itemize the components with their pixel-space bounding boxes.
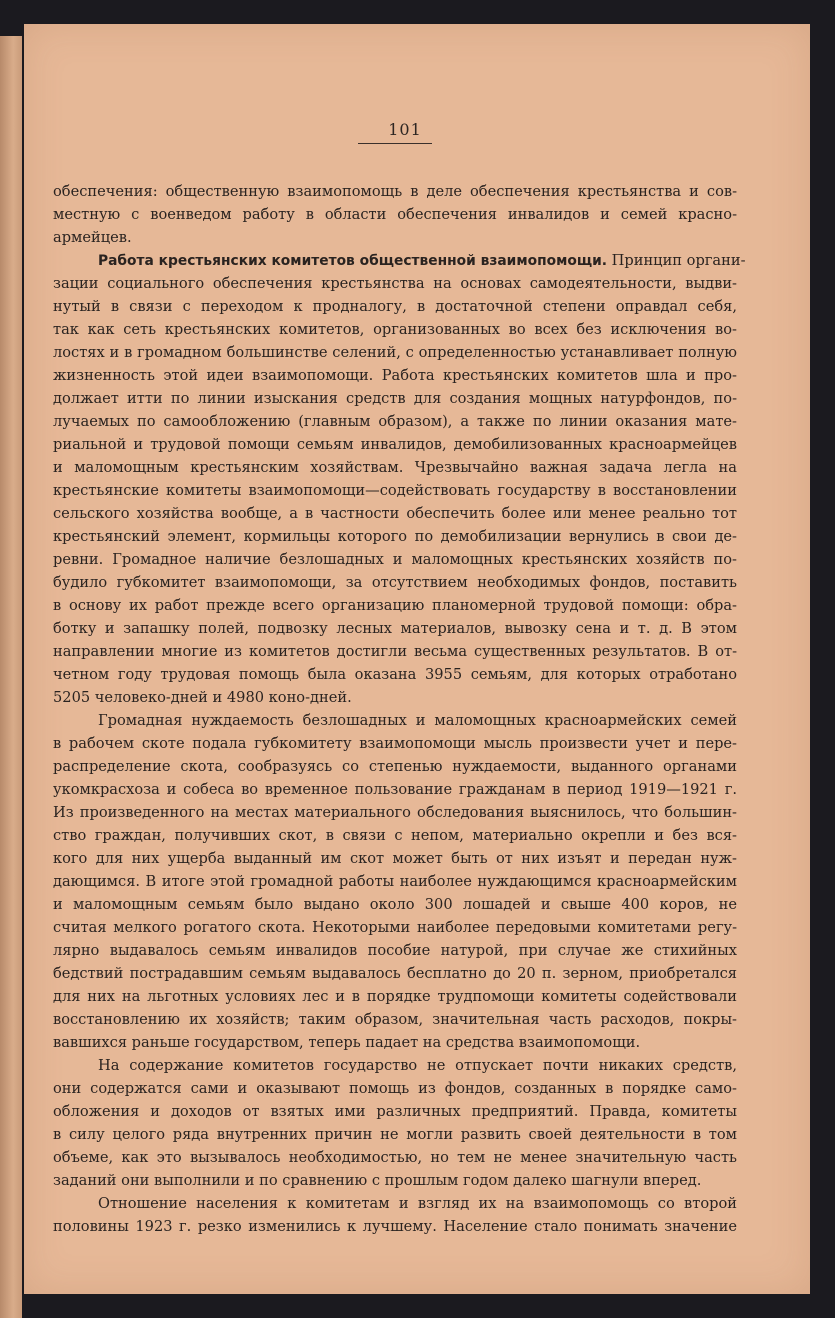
text-line: в рабочем скоте подала губкомитету взаимопомощи мысль произвести учет и пере- — [53, 735, 737, 752]
paragraph-heading-line — [53, 249, 746, 272]
text-line: укомкрасхоза и собеса во временное пользование гражданам в период 1919—1921 г. — [53, 781, 737, 798]
document-page — [24, 24, 810, 1294]
text-line: считая мелкого рогатого скота. Некоторыми наиболее передовыми комитетами регу- — [53, 919, 737, 936]
section-heading: Работа крестьянских комитетов общественной взаимопомощи. — [98, 253, 608, 269]
text-line: жизненность этой идеи взаимопомощи. Работа крестьянских комитетов шла и про- — [53, 367, 737, 384]
text-line: лучаемых по самообложению (главным образом), а также по линии оказания мате- — [53, 413, 737, 430]
text-line: половины 1923 г. резко изменились к лучшему. Население стало понимать значение — [53, 1218, 737, 1235]
text-line: распределение скота, сообразуясь со степенью нуждаемости, выданного органами — [53, 758, 737, 775]
text-line: армейцев. — [53, 229, 132, 246]
text-line: ство граждан, получивших скот, в связи с непом, материально окрепли и без вся- — [53, 827, 737, 844]
text-line: ботку и запашку полей, подвозку лесных материалов, вывозку сена и т. д. В этом — [53, 620, 737, 637]
text-line: для них на льготных условиях лес и в порядке трудпомощи комитеты содействовали — [53, 988, 737, 1005]
text-line: вавшихся раньше государством, теперь падает на средства взаимопомощи. — [53, 1034, 641, 1051]
text-line: На содержание комитетов государство не отпускает почти никаких средств, — [98, 1057, 737, 1074]
text-line: нутый в связи с переходом к продналогу, в достаточной степени оправдал себя, — [53, 298, 737, 315]
text-line: восстановлению их хозяйств; таким образом, значительная часть расходов, покры- — [53, 1011, 737, 1028]
text-line: так как сеть крестьянских комитетов, организованных во всех без исключения во- — [53, 321, 737, 338]
text-line: крестьянский элемент, кормильцы которого по демобилизации вернулись в свои де- — [53, 528, 737, 545]
text-line: зации социального обеспечения крестьянства на основах самодеятельности, выдви- — [53, 275, 737, 292]
text-line: и маломощным крестьянским хозяйствам. Чрезвычайно важная задача легла на — [53, 459, 737, 476]
text-line: будило губкомитет взаимопомощи, за отсутствием необходимых фондов, поставить — [53, 574, 737, 591]
text-line: должает итти по линии изыскания средств для создания мощных натурфондов, по- — [53, 390, 737, 407]
text-line: заданий они выполнили и по сравнению с прошлым годом далеко шагнули вперед. — [53, 1172, 702, 1189]
text-line: риальной и трудовой помощи семьям инвалидов, демобилизованных красноармейцев — [53, 436, 737, 453]
text-line: обеспечения: общественную взаимопомощь в деле обеспечения крестьянства и сов- — [53, 183, 737, 200]
text-line: в силу целого ряда внутренних причин не могли развить своей деятельности в том — [53, 1126, 737, 1143]
page-number-underline — [358, 143, 432, 144]
text-line: лярно выдавалось семьям инвалидов пособие натурой, при случае же стихийных — [53, 942, 737, 959]
text-line: сельского хозяйства вообще, а в частности обеспечить более или менее реально тот — [53, 505, 737, 522]
text-line: лостях и в громадном большинстве селений, с определенностью устанавливает полную — [53, 344, 737, 361]
text-line: дающимся. В итоге этой громадной работы наиболее нуждающимся красноармейским — [53, 873, 737, 890]
adjacent-page-edge — [0, 36, 22, 1318]
text-line: местную с военведом работу в области обеспечения инвалидов и семей красно- — [53, 206, 737, 223]
text-line: четном году трудовая помощь была оказана 3955 семьям, для которых отработано — [53, 666, 737, 683]
text-line: Громадная нуждаемость безлошадных и маломощных красноармейских семей — [98, 712, 737, 729]
text-line: ревни. Громадное наличие безлошадных и маломощных крестьянских хозяйств по- — [53, 551, 737, 568]
text-line: бедствий пострадавшим семьям выдавалось бесплатно до 20 п. зерном, приобретался — [53, 965, 737, 982]
text-line: и маломощным семьям было выдано около 300 лошадей и свыше 400 коров, не — [53, 896, 737, 913]
body-text — [53, 180, 746, 1238]
text-span: Принцип органи- — [611, 252, 746, 269]
text-line: Из произведенного на местах материального обследования выяснилось, что большин- — [53, 804, 737, 821]
text-line: крестьянские комитеты взаимопомощи—содействовать государству в восстановлении — [53, 482, 737, 499]
page-number: 101 — [388, 120, 422, 139]
text-line: кого для них ущерба выданный им скот может быть от них изъят и передан нуж- — [53, 850, 737, 867]
text-line: они содержатся сами и оказывают помощь из фондов, созданных в порядке само- — [53, 1080, 737, 1097]
text-line: обложения и доходов от взятых ими различных предприятий. Правда, комитеты — [53, 1103, 737, 1120]
text-line: объеме, как это вызывалось необходимостью, но тем не менее значительную часть — [53, 1149, 737, 1166]
text-line: 5205 человеко-дней и 4980 коно-дней. — [53, 689, 352, 706]
text-line: Отношение населения к комитетам и взгляд их на взаимопомощь со второй — [98, 1195, 737, 1212]
text-line: в основу их работ прежде всего организацию планомерной трудовой помощи: обра- — [53, 597, 737, 614]
text-line: направлении многие из комитетов достигли весьма существенных результатов. В от- — [53, 643, 737, 660]
